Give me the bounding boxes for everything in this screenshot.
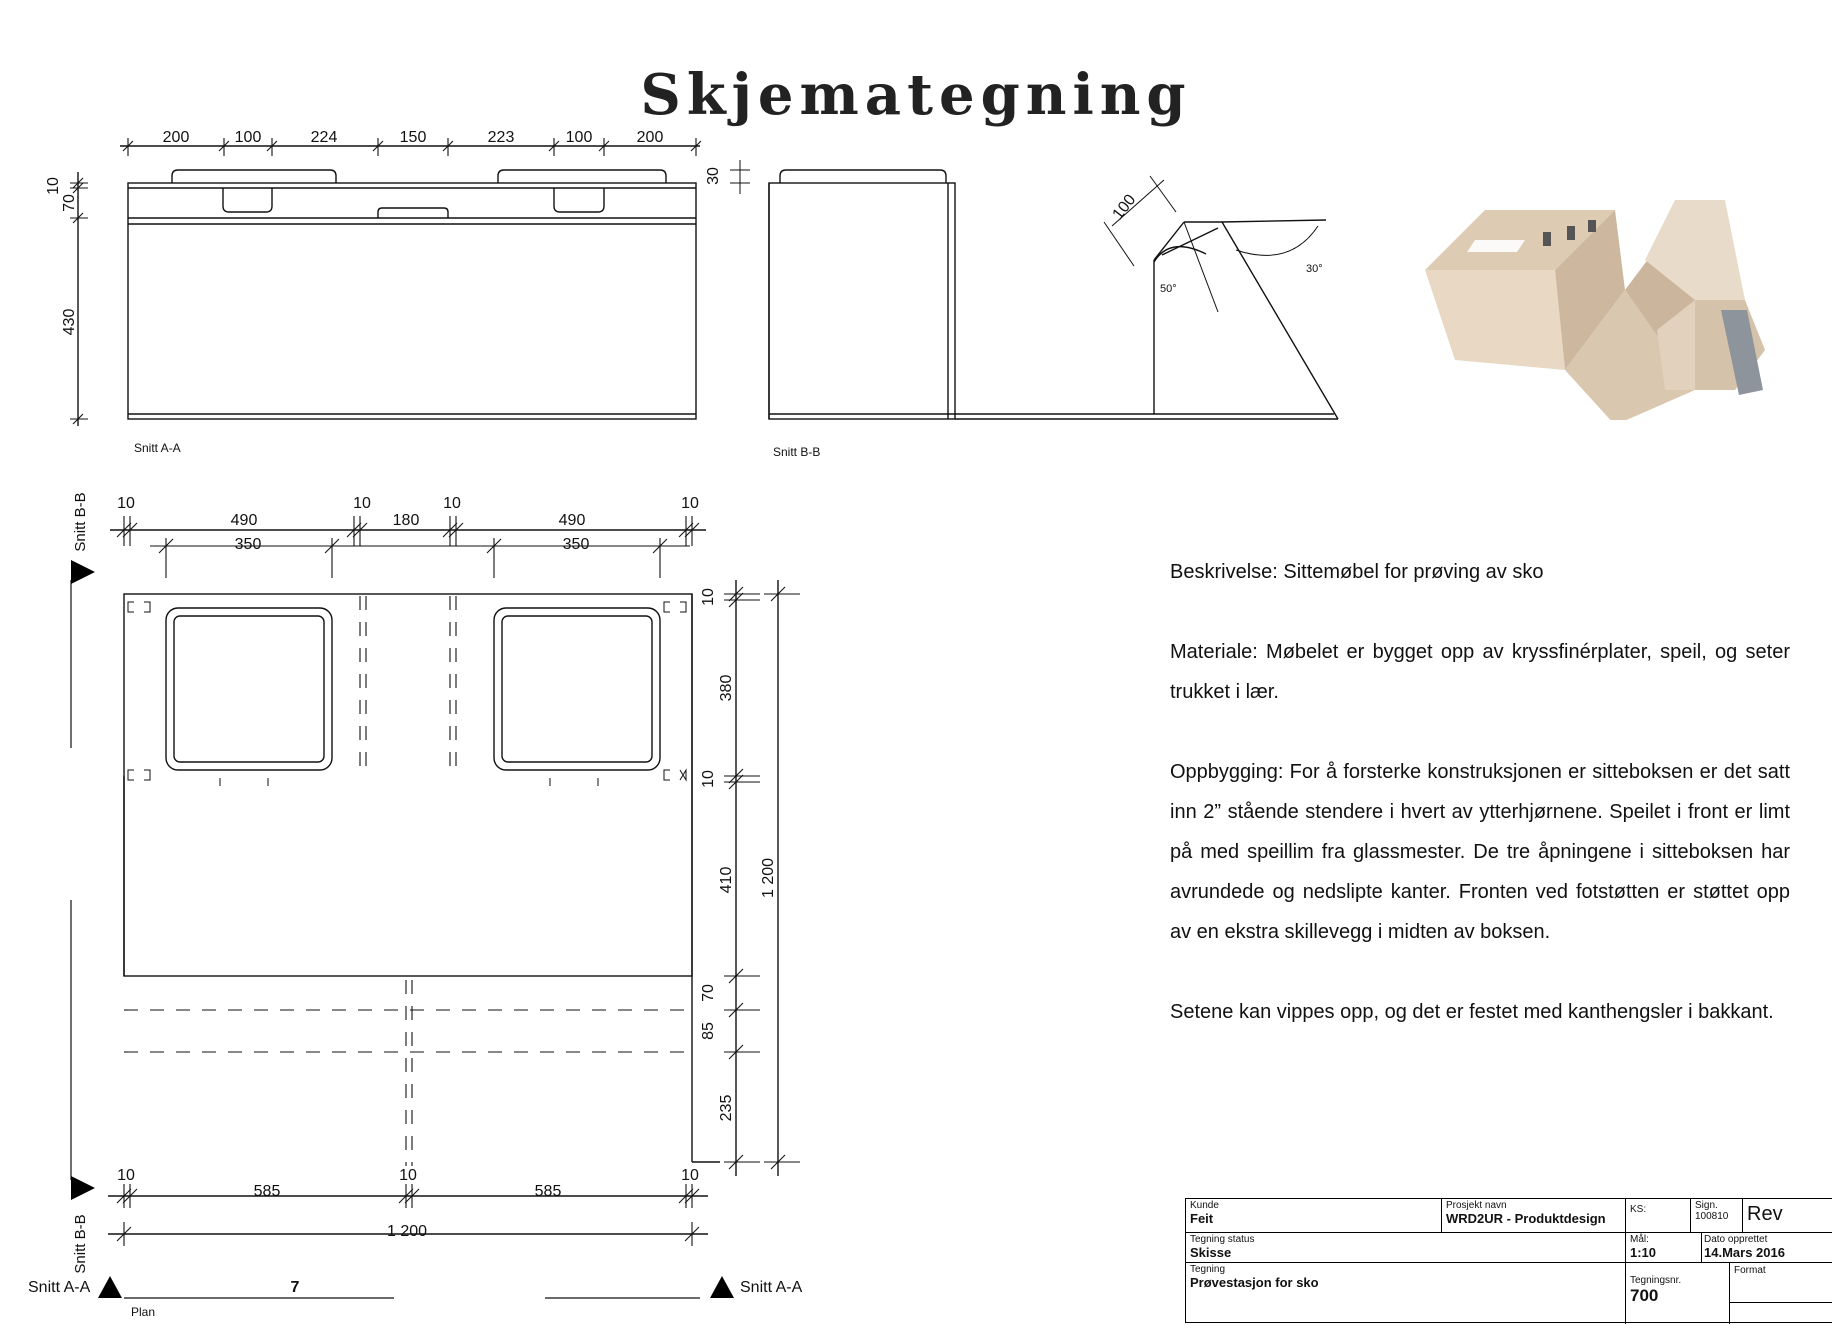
section-a-marker-right: [710, 1276, 734, 1298]
description-paragraph: Beskrivelse: Sittemøbel for prøving av sko: [1170, 561, 1544, 583]
dim-label: 70: [61, 194, 78, 212]
plan-bottom-dims: [117, 1167, 699, 1240]
snitt-aa-view: [70, 138, 701, 426]
section-b-marker-top: [71, 560, 95, 584]
format-cell: Format: [1730, 1263, 1832, 1303]
description: [1170, 552, 1790, 1072]
dim-label: 30: [705, 167, 722, 185]
dim-label: 10: [117, 495, 135, 512]
scale-label: 7: [290, 1279, 300, 1296]
dim-label: 10: [399, 1167, 417, 1184]
dim-total: 1 200: [760, 857, 777, 899]
section-a-label-right: Snitt A-A: [740, 1279, 803, 1296]
dim-label: 410: [718, 866, 735, 894]
dim-total: 1 200: [386, 1223, 428, 1240]
tegning-cell: Tegning Prøvestasjon for sko: [1186, 1263, 1626, 1324]
dim-label: 10: [700, 588, 717, 606]
dim-label: 380: [718, 674, 735, 702]
dim-label: 350: [562, 536, 590, 553]
description-paragraph: Setene kan vippes opp, og det er festet med kanthengsler i bakkant.: [1170, 1001, 1774, 1023]
dim-label: 200: [162, 129, 190, 146]
snitt-bb-view: [730, 160, 1338, 419]
snitt-aa-left-dims: [45, 177, 78, 335]
dim-label: 180: [392, 512, 420, 529]
section-a-label-left: Snitt A-A: [28, 1279, 91, 1296]
dim-label: 490: [230, 512, 258, 529]
dim-label: 10: [353, 495, 371, 512]
dim-label: 585: [534, 1183, 562, 1200]
dim-label: 10: [117, 1167, 135, 1184]
title-block: [1185, 1198, 1832, 1323]
dim-label: 430: [61, 308, 78, 336]
description-paragraph: Oppbygging: For å forsterke konstruksjonen er sitteboksen er det satt inn 2” stående stendere i hvert av ytterhjørnene. Speilet i front er limt på med speillim fra glassmester. De tre åpningene i sitteboksen har avrundede og nedslipte kanter. Fronten ved fotstøtten er støttet opp av en ekstra skillevegg i midten av boksen.: [1170, 761, 1790, 943]
tegningsnr-cell: Tegningsnr. 700: [1626, 1263, 1730, 1324]
dim-label: 10: [45, 177, 62, 195]
dim-label: 200: [636, 129, 664, 146]
dim-label: 224: [310, 129, 338, 146]
dim-label: 350: [234, 536, 262, 553]
section-b-label-top: Snitt B-B: [72, 492, 89, 552]
dim-label: 10: [700, 770, 717, 788]
dato-cell: Dato opprettet 14.Mars 2016: [1702, 1233, 1832, 1263]
sign-cell: Sign. 100810: [1691, 1199, 1743, 1233]
kunde-cell: Kunde Feit: [1186, 1199, 1442, 1233]
dim-label: 490: [558, 512, 586, 529]
plan-label: Plan: [131, 1305, 156, 1319]
angle-label: 50°: [1160, 283, 1177, 295]
snitt-aa-top-dims: [163, 129, 664, 146]
dim-label: 100: [565, 129, 593, 146]
snitt-aa-label: Snitt A-A: [134, 441, 181, 455]
status-cell: Tegning status Skisse: [1186, 1233, 1626, 1263]
dim-label: 10: [681, 495, 699, 512]
prosjekt-cell: Prosjekt navn WRD2UR - Produktdesign: [1442, 1199, 1626, 1233]
page-title: Skjemategning: [640, 62, 1192, 128]
snitt-bb-label: Snitt B-B: [773, 445, 821, 459]
dim-label: 10: [681, 1167, 699, 1184]
description-paragraph: Materiale: Møbelet er bygget opp av kryssfinérplater, speil, og seter trukket i lær.: [1170, 641, 1790, 703]
plan-top-dims: [117, 495, 699, 553]
dim-label: 100: [234, 129, 262, 146]
angle-label: 30°: [1306, 263, 1323, 275]
section-a-marker-left: [98, 1276, 122, 1298]
ks-cell: KS:: [1626, 1199, 1691, 1233]
furniture-render-image: [1395, 190, 1775, 420]
dim-label: 85: [700, 1022, 717, 1040]
dim-label: 10: [443, 495, 461, 512]
dim-label: 70: [700, 984, 717, 1002]
rev-cell: Rev: [1743, 1199, 1832, 1233]
dim-label: 150: [399, 129, 427, 146]
dim-label: 235: [718, 1094, 735, 1122]
dim-label: 100: [1109, 191, 1140, 223]
section-b-marker-bottom: [71, 1176, 95, 1200]
section-b-label-bottom: Snitt B-B: [72, 1214, 89, 1274]
maal-cell: Mål: 1:10: [1626, 1233, 1702, 1263]
dim-label: 223: [487, 129, 515, 146]
plan-right-dims: [700, 588, 777, 1121]
dim-label: 585: [253, 1183, 281, 1200]
